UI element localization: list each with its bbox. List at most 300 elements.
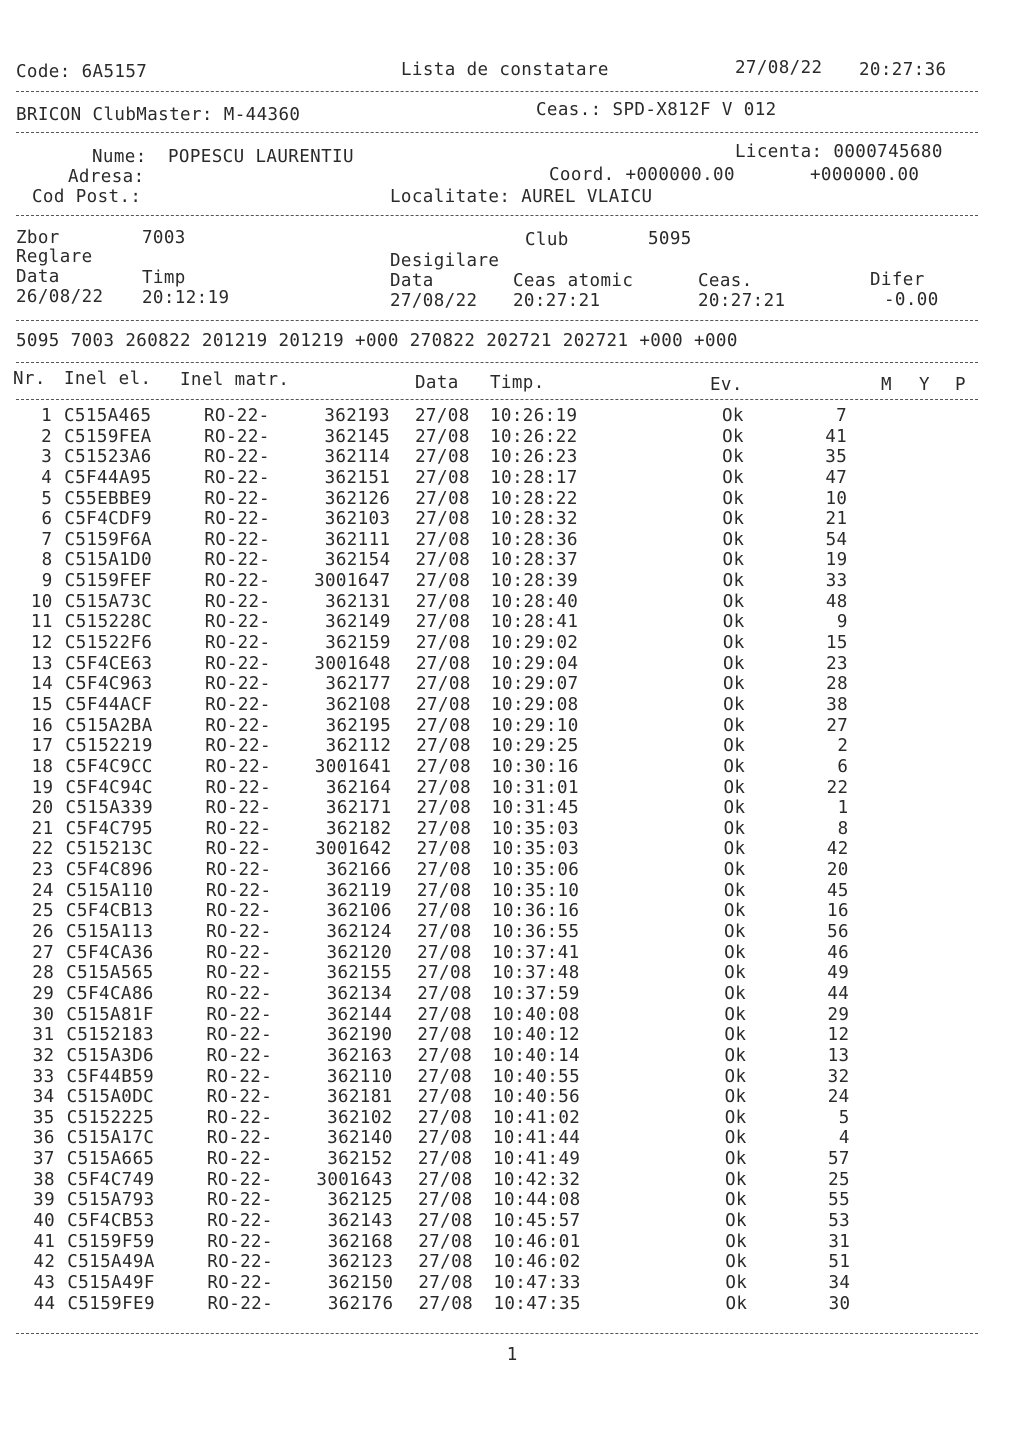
arrival-date: 27/08 — [415, 467, 470, 488]
event-status: Ok — [724, 1004, 747, 1025]
arrival-time: 10:40:56 — [492, 1087, 581, 1108]
electronic-ring: C51522F6 — [64, 633, 153, 654]
ranking-value: 16 — [827, 901, 849, 922]
event-status: Ok — [725, 1293, 748, 1314]
arrival-date: 27/08 — [417, 1004, 472, 1025]
arrival-time: 10:28:17 — [490, 467, 578, 488]
electronic-ring: C5F4CB13 — [65, 901, 154, 922]
ring-serial: 362110 — [326, 1066, 393, 1087]
ring-prefix: RO-22- — [206, 1087, 273, 1108]
difference-value: -0.00 — [884, 290, 939, 310]
ring-prefix: RO-22- — [205, 756, 271, 777]
ring-serial: 362103 — [324, 509, 391, 530]
event-status: Ok — [723, 674, 745, 695]
event-status: Ok — [722, 529, 745, 550]
flight-number: 7003 — [142, 228, 186, 248]
ring-prefix: RO-22- — [205, 860, 272, 881]
electronic-ring: C5F4C9CC — [65, 756, 153, 777]
ranking-value: 56 — [827, 922, 849, 943]
ring-prefix: RO-22- — [206, 1107, 273, 1128]
table-row — [0, 489, 1000, 510]
ring-serial: 362190 — [326, 1025, 393, 1046]
zbor-label: Zbor — [16, 228, 60, 248]
arrival-time: 10:46:01 — [493, 1231, 581, 1252]
arrival-time: 10:35:10 — [491, 880, 580, 901]
arrival-date: 27/08 — [417, 983, 472, 1004]
event-status: Ok — [722, 591, 745, 612]
ranking-value: 53 — [828, 1210, 851, 1231]
ranking-value: 25 — [828, 1169, 850, 1190]
ring-serial: 362171 — [325, 798, 392, 819]
ranking-value: 1 — [837, 798, 849, 819]
electronic-ring: C515A17C — [66, 1128, 155, 1149]
row-number: 2 — [41, 426, 53, 447]
electronic-ring: C5F4CB53 — [67, 1210, 155, 1231]
arrival-time: 10:29:08 — [491, 694, 579, 715]
ring-prefix: RO-22- — [205, 839, 272, 860]
row-number: 11 — [30, 612, 53, 633]
event-status: Ok — [724, 1128, 747, 1149]
separator — [16, 320, 978, 321]
arrival-date: 27/08 — [415, 653, 471, 674]
row-number: 17 — [31, 736, 54, 757]
row-number: 31 — [32, 1025, 55, 1046]
event-status: Ok — [724, 1149, 747, 1170]
arrival-time: 10:40:12 — [492, 1025, 580, 1046]
separator — [16, 1333, 978, 1334]
event-status: Ok — [722, 406, 744, 426]
event-status: Ok — [723, 736, 746, 757]
ring-prefix: RO-22- — [204, 467, 270, 488]
electronic-ring: C5F4C963 — [65, 674, 153, 695]
arrival-date: 27/08 — [416, 777, 472, 798]
separator — [16, 362, 978, 363]
event-status: Ok — [722, 426, 744, 447]
table-row — [2, 881, 1002, 902]
table-row — [1, 654, 1001, 675]
page-number: 1 — [506, 1345, 518, 1365]
print-time: 20:27:36 — [859, 60, 947, 80]
electronic-ring: C515A565 — [66, 963, 154, 984]
arrival-time: 10:44:08 — [493, 1190, 581, 1211]
ring-serial: 362102 — [327, 1107, 393, 1128]
electronic-ring: C5F44A95 — [64, 467, 152, 488]
arrival-date: 27/08 — [416, 839, 472, 860]
table-row — [2, 963, 1002, 984]
table-row — [1, 757, 1001, 778]
ranking-value: 27 — [826, 715, 849, 736]
ring-serial: 362145 — [324, 426, 391, 447]
ranking-value: 5 — [838, 1107, 850, 1128]
table-row — [0, 447, 1000, 468]
ranking-value: 8 — [837, 818, 849, 839]
ring-serial: 362195 — [325, 715, 392, 736]
row-number: 23 — [31, 860, 54, 881]
fancier-name: POPESCU LAURENTIU — [168, 147, 354, 167]
table-row — [2, 1025, 1002, 1046]
table-row — [3, 1128, 1003, 1149]
electronic-ring: C515A793 — [67, 1190, 155, 1211]
arrival-date: 27/08 — [418, 1190, 473, 1211]
row-number: 21 — [31, 818, 54, 839]
event-status: Ok — [725, 1210, 747, 1231]
arrival-time: 10:29:02 — [490, 633, 579, 654]
ring-prefix: RO-22- — [204, 529, 271, 550]
ring-prefix: RO-22- — [204, 653, 271, 674]
table-row — [1, 716, 1001, 737]
row-number: 19 — [31, 777, 54, 798]
arrival-date: 27/08 — [416, 756, 472, 777]
ring-serial: 362181 — [327, 1087, 393, 1108]
arrival-date: 27/08 — [416, 674, 471, 695]
arrival-time: 10:28:39 — [490, 571, 579, 592]
ring-serial: 362154 — [324, 550, 391, 571]
arrival-date: 27/08 — [417, 922, 472, 943]
ranking-value: 13 — [827, 1045, 850, 1066]
arrival-time: 10:41:49 — [492, 1149, 581, 1170]
row-number: 8 — [41, 550, 53, 571]
ring-prefix: RO-22- — [204, 406, 270, 426]
ring-prefix: RO-22- — [206, 1045, 273, 1066]
row-number: 26 — [32, 922, 54, 943]
row-number: 6 — [41, 509, 53, 530]
ranking-value: 2 — [837, 736, 849, 757]
print-date: 27/08/22 — [735, 58, 823, 78]
desigilare-label: Desigilare — [390, 251, 500, 271]
table-row — [3, 1149, 1003, 1170]
event-status: Ok — [723, 798, 746, 819]
row-number: 7 — [41, 529, 53, 550]
arrival-date: 27/08 — [415, 612, 471, 633]
ring-serial: 362176 — [327, 1293, 394, 1314]
ranking-value: 33 — [825, 571, 848, 592]
row-number: 43 — [33, 1272, 56, 1293]
cod-post-label: Cod Post.: — [32, 187, 142, 207]
electronic-ring: C515A465 — [64, 406, 152, 426]
arrival-time: 10:47:33 — [493, 1272, 581, 1293]
event-status: Ok — [724, 1087, 747, 1108]
table-row — [2, 798, 1002, 819]
electronic-ring: C5F4C749 — [66, 1169, 155, 1190]
ranking-value: 42 — [826, 839, 849, 860]
ring-serial: 362114 — [324, 447, 391, 468]
event-status: Ok — [724, 1045, 747, 1066]
reglare-data-label: Data — [16, 267, 60, 287]
row-number: 12 — [31, 633, 53, 654]
arrival-time: 10:37:48 — [492, 963, 580, 984]
electronic-ring: C515228C — [64, 612, 153, 633]
electronic-ring: C5F4C94C — [65, 777, 153, 798]
ranking-value: 23 — [826, 653, 848, 674]
arrival-time: 10:29:04 — [490, 653, 579, 674]
arrival-date: 27/08 — [417, 1169, 473, 1190]
ring-prefix: RO-22- — [206, 963, 272, 984]
table-row — [0, 427, 1000, 448]
electronic-ring: C5159FEF — [64, 571, 153, 592]
arrival-date: 27/08 — [416, 860, 472, 881]
table-row — [2, 943, 1002, 964]
row-number: 30 — [32, 1004, 55, 1025]
ring-prefix: RO-22- — [205, 777, 272, 798]
ring-prefix: RO-22- — [207, 1252, 273, 1273]
event-status: Ok — [723, 818, 746, 839]
event-status: Ok — [722, 653, 745, 674]
ranking-value: 9 — [836, 612, 848, 633]
table-row — [3, 1232, 1003, 1253]
ring-prefix: RO-22- — [207, 1293, 274, 1314]
desigilare-data-label: Data — [390, 271, 434, 291]
ring-serial: 362140 — [327, 1128, 393, 1149]
locality: Localitate: AUREL VLAICU — [390, 187, 653, 207]
table-row — [3, 1170, 1003, 1191]
row-number: 42 — [33, 1252, 56, 1273]
ranking-value: 4 — [838, 1128, 850, 1149]
table-row — [1, 736, 1001, 757]
table-row — [2, 922, 1002, 943]
ranking-value: 15 — [826, 633, 848, 654]
arrival-date: 27/08 — [417, 1045, 473, 1066]
reglare-label: Reglare — [16, 247, 93, 267]
separator — [16, 132, 978, 133]
row-number: 1 — [41, 406, 52, 426]
electronic-ring: C5152225 — [66, 1107, 155, 1128]
event-status: Ok — [724, 1169, 747, 1190]
difference-label: Difer — [870, 270, 925, 290]
ring-prefix: RO-22- — [206, 1004, 272, 1025]
electronic-ring: C5F44ACF — [65, 694, 153, 715]
ring-serial: 362134 — [326, 983, 393, 1004]
ring-prefix: RO-22- — [205, 674, 271, 695]
table-row — [3, 1108, 1003, 1129]
ranking-value: 10 — [825, 488, 848, 509]
arrival-time: 10:28:32 — [490, 509, 578, 530]
table-row — [2, 860, 1002, 881]
electronic-ring: C5F4CA36 — [66, 942, 154, 963]
table-row — [1, 695, 1001, 716]
row-number: 36 — [32, 1128, 55, 1149]
arrival-time: 10:31:01 — [491, 777, 579, 798]
electronic-ring: C515A665 — [66, 1149, 155, 1170]
electronic-ring: C5159F6A — [64, 529, 152, 550]
table-row — [2, 819, 1002, 840]
arrival-date: 27/08 — [415, 550, 471, 571]
electronic-ring: C5159F59 — [67, 1231, 155, 1252]
ring-serial: 362112 — [325, 736, 392, 757]
club-label: Club — [525, 230, 569, 250]
ring-serial: 362163 — [326, 1045, 393, 1066]
table-row — [3, 1294, 1003, 1315]
clock-time: 20:27:21 — [698, 291, 786, 311]
arrival-date: 27/08 — [417, 1128, 473, 1149]
arrival-date: 27/08 — [415, 426, 470, 447]
coordinates-second: +000000.00 — [810, 165, 920, 185]
col-data: Data — [415, 373, 459, 393]
ring-serial: 3001648 — [314, 653, 391, 674]
arrival-time: 10:45:57 — [493, 1210, 581, 1231]
arrival-date: 27/08 — [416, 694, 471, 715]
arrival-date: 27/08 — [416, 818, 472, 839]
event-status: Ok — [724, 963, 747, 984]
ring-serial: 362111 — [324, 529, 391, 550]
arrival-time: 10:26:19 — [490, 406, 578, 426]
ranking-value: 21 — [825, 509, 848, 530]
event-status: Ok — [723, 756, 746, 777]
event-status: Ok — [724, 1025, 747, 1046]
col-y: Y — [919, 375, 930, 395]
ring-serial: 362155 — [326, 963, 393, 984]
electronic-ring: C515A2BA — [65, 715, 153, 736]
ring-prefix: RO-22- — [206, 1149, 273, 1170]
table-row — [0, 509, 1000, 530]
table-row — [1, 633, 1001, 654]
row-number: 10 — [30, 591, 53, 612]
arrival-date: 27/08 — [418, 1272, 474, 1293]
arrival-date: 27/08 — [415, 447, 470, 468]
row-number: 4 — [41, 467, 53, 488]
arrival-date: 27/08 — [418, 1252, 473, 1273]
arrival-date: 27/08 — [417, 1087, 473, 1108]
table-row — [3, 1252, 1003, 1273]
table-row — [3, 1067, 1003, 1088]
electronic-ring: C515A73C — [64, 591, 153, 612]
table-row — [2, 901, 1002, 922]
desigilare-date: 27/08/22 — [390, 291, 478, 311]
ranking-value: 34 — [828, 1272, 851, 1293]
arrival-time: 10:28:36 — [490, 529, 578, 550]
table-row — [1, 550, 1001, 571]
ranking-value: 55 — [828, 1190, 851, 1211]
electronic-ring: C515213C — [65, 839, 154, 860]
row-number: 35 — [32, 1107, 55, 1128]
ranking-value: 41 — [825, 426, 848, 447]
separator — [16, 215, 978, 216]
ring-prefix: RO-22- — [205, 880, 272, 901]
ring-prefix: RO-22- — [205, 818, 272, 839]
event-status: Ok — [725, 1272, 748, 1293]
ring-serial: 362149 — [325, 612, 391, 633]
ring-serial: 362168 — [327, 1231, 394, 1252]
arrival-date: 27/08 — [415, 529, 471, 550]
event-status: Ok — [724, 1066, 747, 1087]
col-m: M — [881, 375, 892, 395]
ring-prefix: RO-22- — [205, 694, 271, 715]
ranking-value: 51 — [828, 1252, 851, 1273]
row-number: 32 — [32, 1045, 55, 1066]
table-row — [1, 778, 1001, 799]
row-number: 24 — [31, 880, 54, 901]
arrival-time: 10:40:14 — [492, 1045, 580, 1066]
ring-prefix: RO-22- — [206, 942, 272, 963]
electronic-ring: C5F4CDF9 — [64, 509, 152, 530]
ranking-value: 32 — [827, 1066, 850, 1087]
event-status: Ok — [724, 942, 746, 963]
arrival-date: 27/08 — [416, 798, 472, 819]
electronic-ring: C515A0DC — [66, 1087, 155, 1108]
event-status: Ok — [722, 467, 745, 488]
arrival-time: 10:26:23 — [490, 447, 578, 468]
col-nr: Nr. — [13, 369, 46, 389]
row-number: 20 — [31, 798, 54, 819]
col-timp: Timp. — [490, 373, 545, 393]
arrival-time: 10:37:41 — [492, 942, 580, 963]
arrival-time: 10:35:06 — [491, 860, 580, 881]
arrival-time: 10:47:35 — [493, 1293, 581, 1314]
row-number: 25 — [32, 901, 54, 922]
arrival-time: 10:41:02 — [492, 1107, 581, 1128]
ranking-value: 6 — [837, 756, 849, 777]
electronic-ring: C515A113 — [66, 922, 154, 943]
ring-serial: 362119 — [326, 880, 392, 901]
event-status: Ok — [723, 694, 745, 715]
clubmaster-label: BRICON ClubMaster: M-44360 — [16, 105, 301, 125]
ring-prefix: RO-22- — [206, 983, 272, 1004]
ring-serial: 362177 — [325, 674, 392, 695]
arrival-time: 10:35:03 — [491, 839, 580, 860]
arrival-date: 27/08 — [417, 942, 472, 963]
arrival-date: 27/08 — [415, 591, 471, 612]
table-row — [2, 1005, 1002, 1026]
clock-label: Ceas. — [698, 271, 753, 291]
ranking-value: 54 — [825, 529, 848, 550]
arrival-time: 10:29:07 — [491, 674, 579, 695]
arrival-time: 10:28:40 — [490, 591, 579, 612]
ring-prefix: RO-22- — [204, 633, 271, 654]
event-status: Ok — [723, 901, 746, 922]
arrival-time: 10:42:32 — [492, 1169, 581, 1190]
ring-serial: 362106 — [326, 901, 392, 922]
electronic-ring: C515A110 — [65, 880, 154, 901]
event-status: Ok — [724, 922, 746, 943]
ranking-value: 47 — [825, 467, 848, 488]
electronic-ring: C5F4CA86 — [66, 983, 154, 1004]
col-inel-el: Inel el. — [64, 369, 152, 389]
table-row — [1, 674, 1001, 695]
ranking-value: 49 — [827, 963, 850, 984]
event-status: Ok — [722, 550, 745, 571]
arrival-date: 27/08 — [416, 715, 471, 736]
event-status: Ok — [724, 983, 747, 1004]
event-status: Ok — [723, 715, 746, 736]
ranking-value: 44 — [827, 983, 850, 1004]
table-row — [3, 1190, 1003, 1211]
row-number: 22 — [31, 839, 54, 860]
ranking-value: 45 — [826, 880, 849, 901]
electronic-ring: C5159FE9 — [67, 1293, 155, 1314]
row-number: 5 — [41, 488, 53, 509]
ranking-value: 28 — [826, 674, 849, 695]
ring-prefix: RO-22- — [207, 1231, 273, 1252]
row-number: 27 — [32, 942, 55, 963]
ring-prefix: RO-22- — [207, 1272, 273, 1293]
arrival-date: 27/08 — [417, 1149, 473, 1170]
ring-serial: 362159 — [325, 633, 391, 654]
separator — [16, 91, 978, 92]
ring-prefix: RO-22- — [206, 1025, 273, 1046]
ring-serial: 362143 — [327, 1210, 394, 1231]
event-status: Ok — [722, 633, 745, 654]
arrival-date: 27/08 — [415, 406, 470, 426]
code-label: Code: 6A5157 — [16, 62, 148, 82]
row-number: 40 — [33, 1210, 56, 1231]
arrival-date: 27/08 — [418, 1210, 473, 1231]
event-status: Ok — [723, 860, 746, 881]
ring-serial: 362150 — [327, 1272, 394, 1293]
reglare-time: 20:12:19 — [142, 288, 230, 308]
table-row — [2, 839, 1002, 860]
ring-prefix: RO-22- — [204, 426, 270, 447]
row-number: 9 — [41, 571, 53, 592]
ranking-value: 22 — [826, 777, 849, 798]
